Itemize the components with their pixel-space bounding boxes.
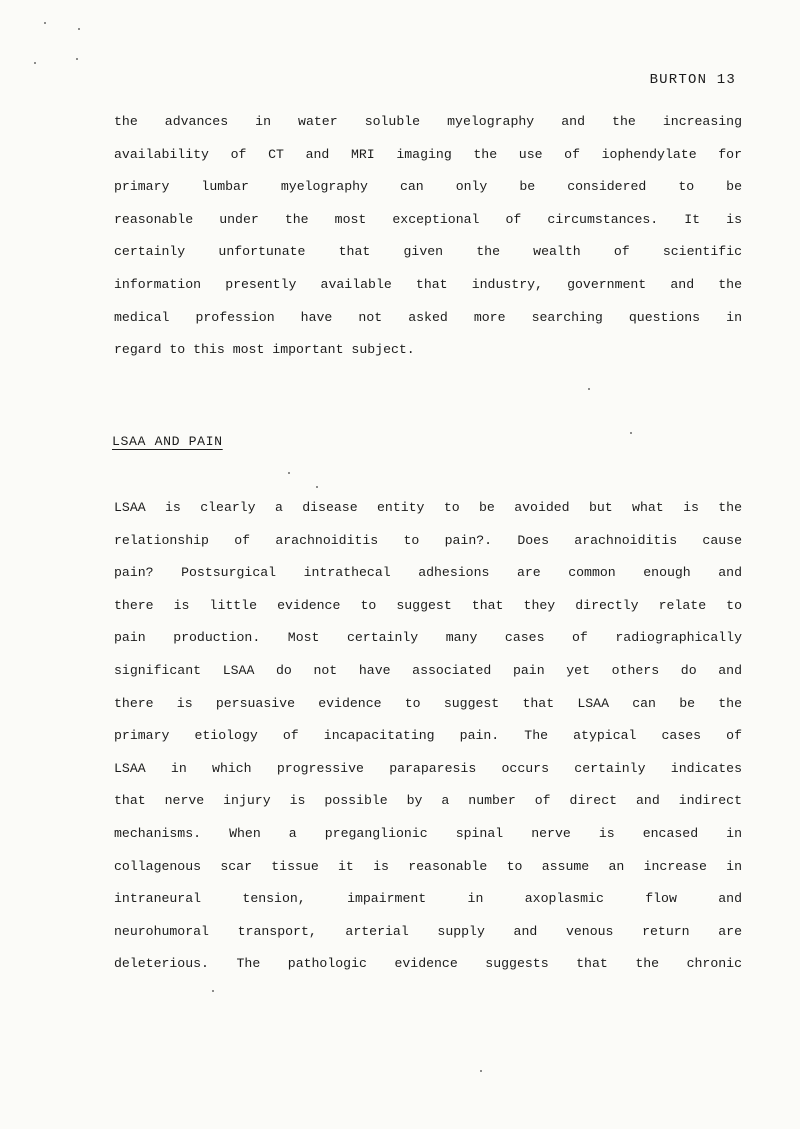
scan-speck	[78, 28, 80, 30]
scan-speck	[480, 1070, 482, 1072]
text-line: LSAA in which progressive paraparesis occurs certainly indicates	[114, 760, 742, 776]
paragraph-lsaa-pain	[114, 498, 742, 987]
scan-speck	[34, 62, 36, 64]
text-line: relationship of arachnoiditis to pain?. Does arachnoiditis cause	[114, 532, 742, 548]
text-line: reasonable under the most exceptional of circumstances. It is	[114, 211, 742, 227]
text-line: medical profession have not asked more searching questions in	[114, 309, 742, 325]
text-line: collagenous scar tissue it is reasonable to assume an increase in	[114, 858, 742, 874]
paragraph-iophendylate	[114, 112, 742, 373]
text-line: information presently available that industry, government and the	[114, 276, 742, 292]
text-line: primary etiology of incapacitating pain. The atypical cases of	[114, 728, 742, 744]
section-heading: LSAA AND PAIN	[112, 434, 223, 449]
text-line: pain production. Most certainly many cases of radiographically	[114, 630, 742, 646]
text-line: regard to this most important subject.	[114, 342, 415, 358]
scan-speck	[588, 388, 590, 390]
text-line: deleterious. The pathologic evidence suggests that the chronic	[114, 956, 742, 972]
scan-speck	[630, 432, 632, 434]
text-line: LSAA is clearly a disease entity to be avoided but what is the	[114, 500, 742, 515]
text-line: intraneural tension, impairment in axoplasmic flow and	[114, 891, 742, 907]
text-line: there is little evidence to suggest that they directly relate to	[114, 597, 742, 613]
scan-speck	[76, 58, 78, 60]
text-line: there is persuasive evidence to suggest that LSAA can be the	[114, 695, 742, 711]
text-line: mechanisms. When a preganglionic spinal nerve is encased in	[114, 825, 742, 841]
page-header: BURTON 13	[649, 72, 736, 88]
text-line: significant LSAA do not have associated pain yet others do and	[114, 662, 742, 678]
scan-speck	[212, 990, 214, 992]
text-line: primary lumbar myelography can only be considered to be	[114, 179, 742, 195]
scan-speck	[44, 22, 46, 24]
text-line: that nerve injury is possible by a number of direct and indirect	[114, 793, 742, 809]
scan-speck	[288, 472, 290, 474]
text-line: neurohumoral transport, arterial supply and venous return are	[114, 923, 742, 939]
text-line: pain? Postsurgical intrathecal adhesions are common enough and	[114, 565, 742, 581]
scan-speck	[316, 486, 318, 488]
text-line: certainly unfortunate that given the wealth of scientific	[114, 244, 742, 260]
text-line: the advances in water soluble myelography and the increasing	[114, 114, 742, 129]
text-line: availability of CT and MRI imaging the use of iophendylate for	[114, 146, 742, 162]
